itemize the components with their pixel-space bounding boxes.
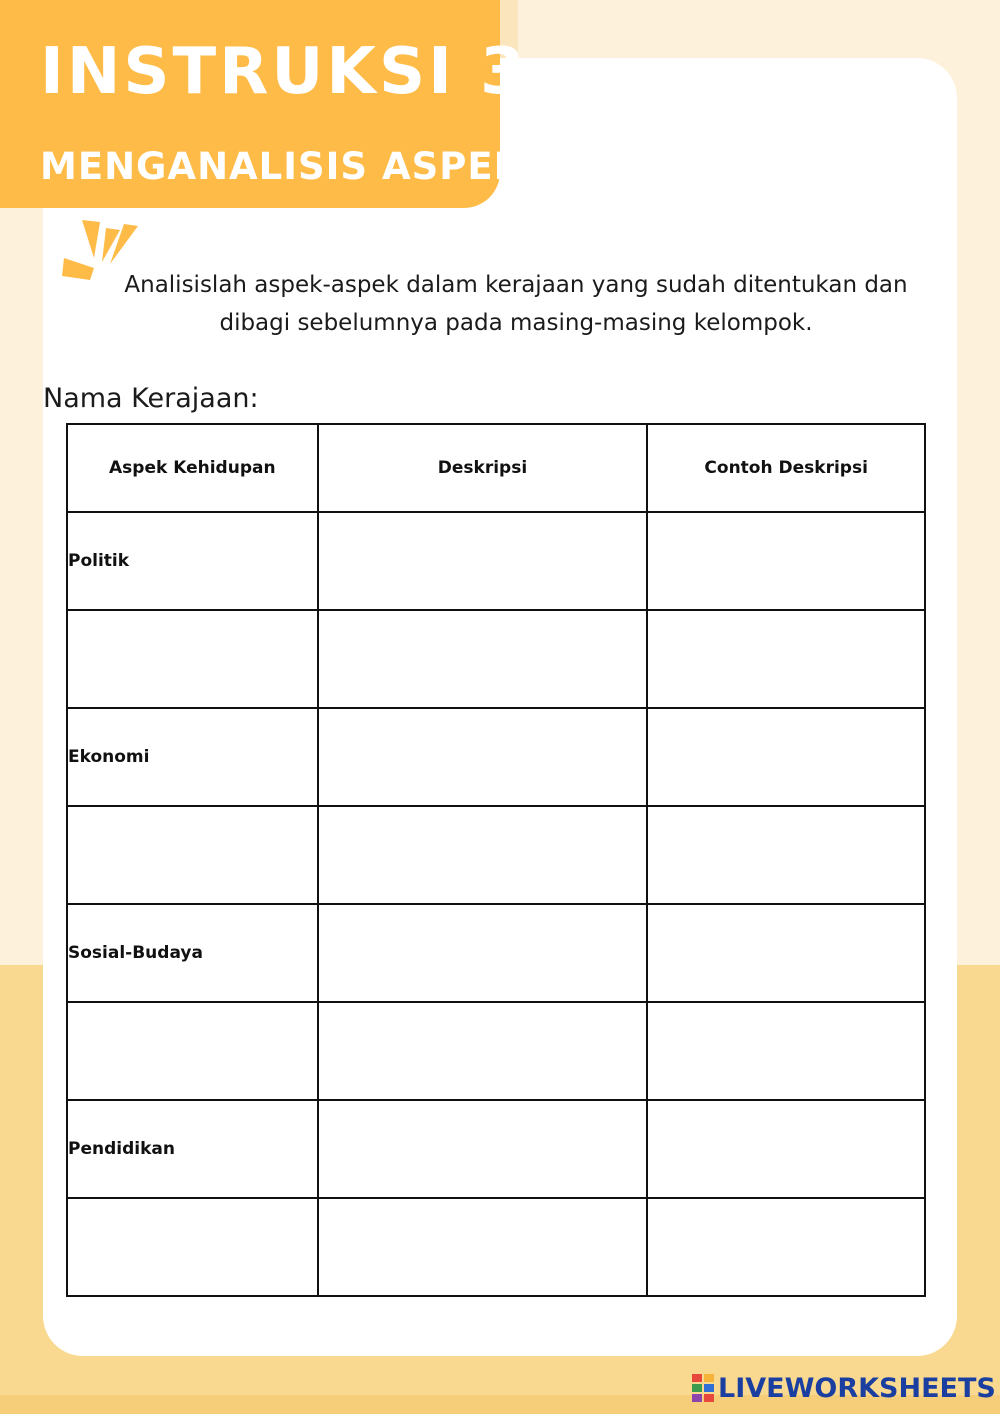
table-row xyxy=(67,1198,925,1296)
kingdom-name-label: Nama Kerajaan: xyxy=(43,383,259,414)
aspect-cell-ekonomi: Ekonomi xyxy=(67,708,318,806)
liveworksheets-logo-icon xyxy=(692,1374,714,1402)
aspect-cell-sosial-budaya: Sosial-Budaya xyxy=(67,904,318,1002)
example-cell[interactable] xyxy=(647,1002,925,1100)
example-cell[interactable] xyxy=(647,708,925,806)
aspect-table xyxy=(66,423,926,1297)
example-cell[interactable] xyxy=(647,1198,925,1296)
aspect-cell[interactable] xyxy=(67,1002,318,1100)
instruction-text: Analisislah aspek-aspek dalam kerajaan yang sudah ditentukan dan dibagi sebelumnya pada masing-masing kelompok. xyxy=(124,272,908,336)
description-cell[interactable] xyxy=(318,1100,648,1198)
example-cell[interactable] xyxy=(647,610,925,708)
header-contoh-deskripsi: Contoh Deskripsi xyxy=(647,424,925,512)
description-cell[interactable] xyxy=(318,1198,648,1296)
aspect-cell[interactable] xyxy=(67,806,318,904)
page-title: INSTRUKSI 3 xyxy=(40,35,528,109)
description-cell[interactable] xyxy=(318,610,648,708)
table-row xyxy=(67,1002,925,1100)
example-cell[interactable] xyxy=(647,904,925,1002)
header-aspek-kehidupan: Aspek Kehidupan xyxy=(67,424,318,512)
aspect-cell[interactable] xyxy=(67,1198,318,1296)
example-cell[interactable] xyxy=(647,512,925,610)
aspect-cell[interactable] xyxy=(67,610,318,708)
aspect-cell-politik: Politik xyxy=(67,512,318,610)
table-row xyxy=(67,610,925,708)
table-row xyxy=(67,708,925,806)
description-cell[interactable] xyxy=(318,708,648,806)
description-cell[interactable] xyxy=(318,512,648,610)
description-cell[interactable] xyxy=(318,1002,648,1100)
table-row xyxy=(67,1100,925,1198)
example-cell[interactable] xyxy=(647,806,925,904)
aspect-cell-pendidikan: Pendidikan xyxy=(67,1100,318,1198)
table-row xyxy=(67,512,925,610)
page-subtitle: MENGANALISIS ASPEK xyxy=(40,145,524,188)
header-banner xyxy=(0,0,528,208)
table-row xyxy=(67,806,925,904)
table-header-row xyxy=(67,424,925,512)
description-cell[interactable] xyxy=(318,806,648,904)
liveworksheets-watermark xyxy=(692,1374,996,1402)
watermark-text: LIVEWORKSHEETS xyxy=(718,1372,996,1404)
description-cell[interactable] xyxy=(318,904,648,1002)
table-row xyxy=(67,904,925,1002)
example-cell[interactable] xyxy=(647,1100,925,1198)
header-deskripsi: Deskripsi xyxy=(318,424,648,512)
